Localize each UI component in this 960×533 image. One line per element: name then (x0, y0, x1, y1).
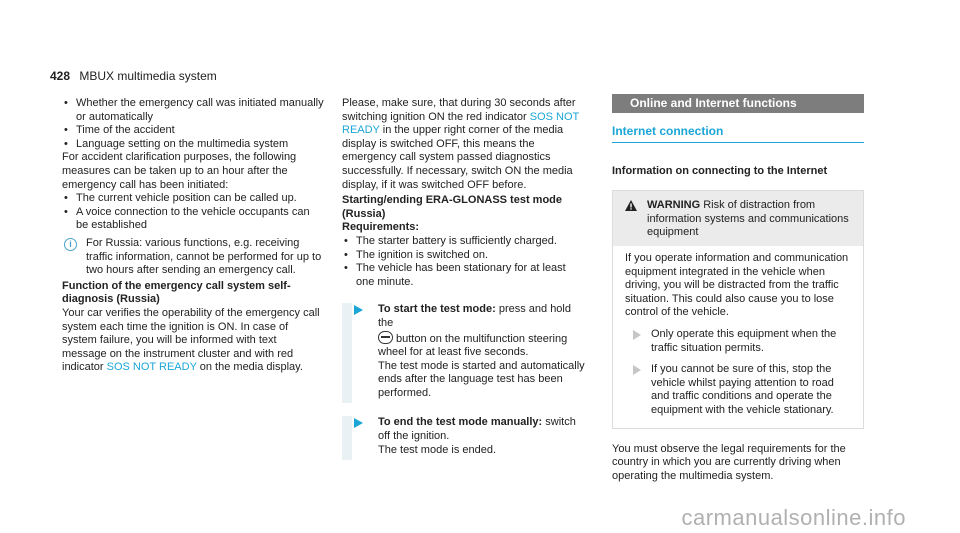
warning-box (612, 190, 864, 428)
sos-indicator-text: SOS NOT READY (106, 361, 197, 374)
steering-wheel-button-icon (378, 331, 393, 344)
list-item: • The vehicle has been stationary for at least one minute. (342, 262, 587, 289)
step-result: The test mode is ended. (378, 443, 497, 456)
sos-indicator-text: SOS NOT READY (342, 110, 580, 137)
list-item: • Whether the emergency call was initiated manually or automatically (62, 97, 324, 124)
page-title: MBUX multimedia system (79, 69, 217, 83)
section-heading-self-diagnosis: Function of the emergency call system self-diagnosis (Russia) (62, 279, 291, 306)
warning-label: WARNING (647, 199, 701, 212)
warning-header (613, 191, 863, 246)
step-label: To end the test mode manually: (378, 416, 543, 429)
column-3 (612, 94, 864, 483)
warning-step: Only operate this equipment when the traffic situation permits. (625, 328, 851, 355)
warning-title: Risk of distraction from information systems and communications equipment (647, 199, 849, 239)
list-item: • The current vehicle position can be called up. (62, 192, 324, 206)
step-rail (342, 303, 352, 403)
info-icon: i (64, 238, 77, 251)
paragraph-sos-check: Please, make sure, that during 30 seconds after switching ignition ON the red indicator SOS NOT READY in the upper right corner of the media display is switched OFF, this means the emergency call system passed diagnostics successfully. If necessary, switch ON the media display, if it was switched OFF before. (342, 97, 580, 191)
requirements-label: Requirements: (342, 221, 420, 234)
page-header (50, 70, 217, 84)
step-label: To start the test mode: (378, 303, 496, 316)
watermark: carmanualsonline.info (681, 505, 906, 531)
step-end-test-mode: To end the test mode manually: switch off the ignition. The test mode is ended. (342, 416, 587, 457)
warning-step: If you cannot be sure of this, stop the vehicle whilst paying attention to road and traffic conditions and operate the equipment with the vehicle stationary. (625, 363, 851, 417)
paragraph-clarification: For accident clarification purposes, the following measures can be taken up to an hour after the emergency call has been initiated: (62, 151, 297, 191)
list-item: • The starter battery is sufficiently charged. (342, 235, 587, 249)
subsection-title-internet: Internet connection (612, 125, 864, 143)
page-number: 428 (50, 69, 71, 83)
warning-body (613, 246, 863, 428)
info-heading: Information on connecting to the Internet (612, 164, 828, 177)
arrow-icon (354, 305, 363, 315)
step-rail (342, 416, 352, 460)
section-title-online: Online and Internet functions (612, 94, 864, 113)
column-2 (342, 97, 587, 457)
column-1 (62, 97, 324, 375)
list-item: • The ignition is switched on. (342, 249, 587, 263)
list-item: • Time of the accident (62, 124, 324, 138)
section-heading-test-mode: Starting/ending ERA-GLONASS test mode (Russia) (342, 194, 563, 220)
paragraph-verify: Your car verifies the operability of the emergency call system each time the ignition is ON. In case of system failure, you will be informed with text message on the instrument cluster and with red indicator SOS NOT READY on the media display. (62, 306, 320, 374)
warning-text: If you operate information and communication equipment integrated in the vehicle when driving, you will be distracted from the traffic situation. This could also cause you to lose control of the vehicle. (625, 251, 849, 319)
note-text: For Russia: various functions, e.g. receiving traffic information, cannot be performed for up to two hours after sending an emergency call. (86, 236, 322, 277)
warning-triangle-icon (625, 200, 637, 216)
step-result: The test mode is started and automatically ends after the language test has been performed. (378, 359, 585, 399)
closing-paragraph: You must observe the legal requirements for the country in which you are currently driving when operating the multimedia system. (612, 442, 846, 482)
arrow-icon (633, 365, 641, 375)
step-start-test-mode: To start the test mode: press and hold the button on the multifunction steering wheel for at least five seconds. The test mode is started and automatically ends after the language test has been performed. (342, 303, 587, 400)
list-item: • Language setting on the multimedia system (62, 138, 324, 152)
arrow-icon (354, 418, 363, 428)
note (62, 237, 324, 278)
arrow-icon (633, 330, 641, 340)
list-item: • A voice connection to the vehicle occupants can be established (62, 206, 324, 233)
